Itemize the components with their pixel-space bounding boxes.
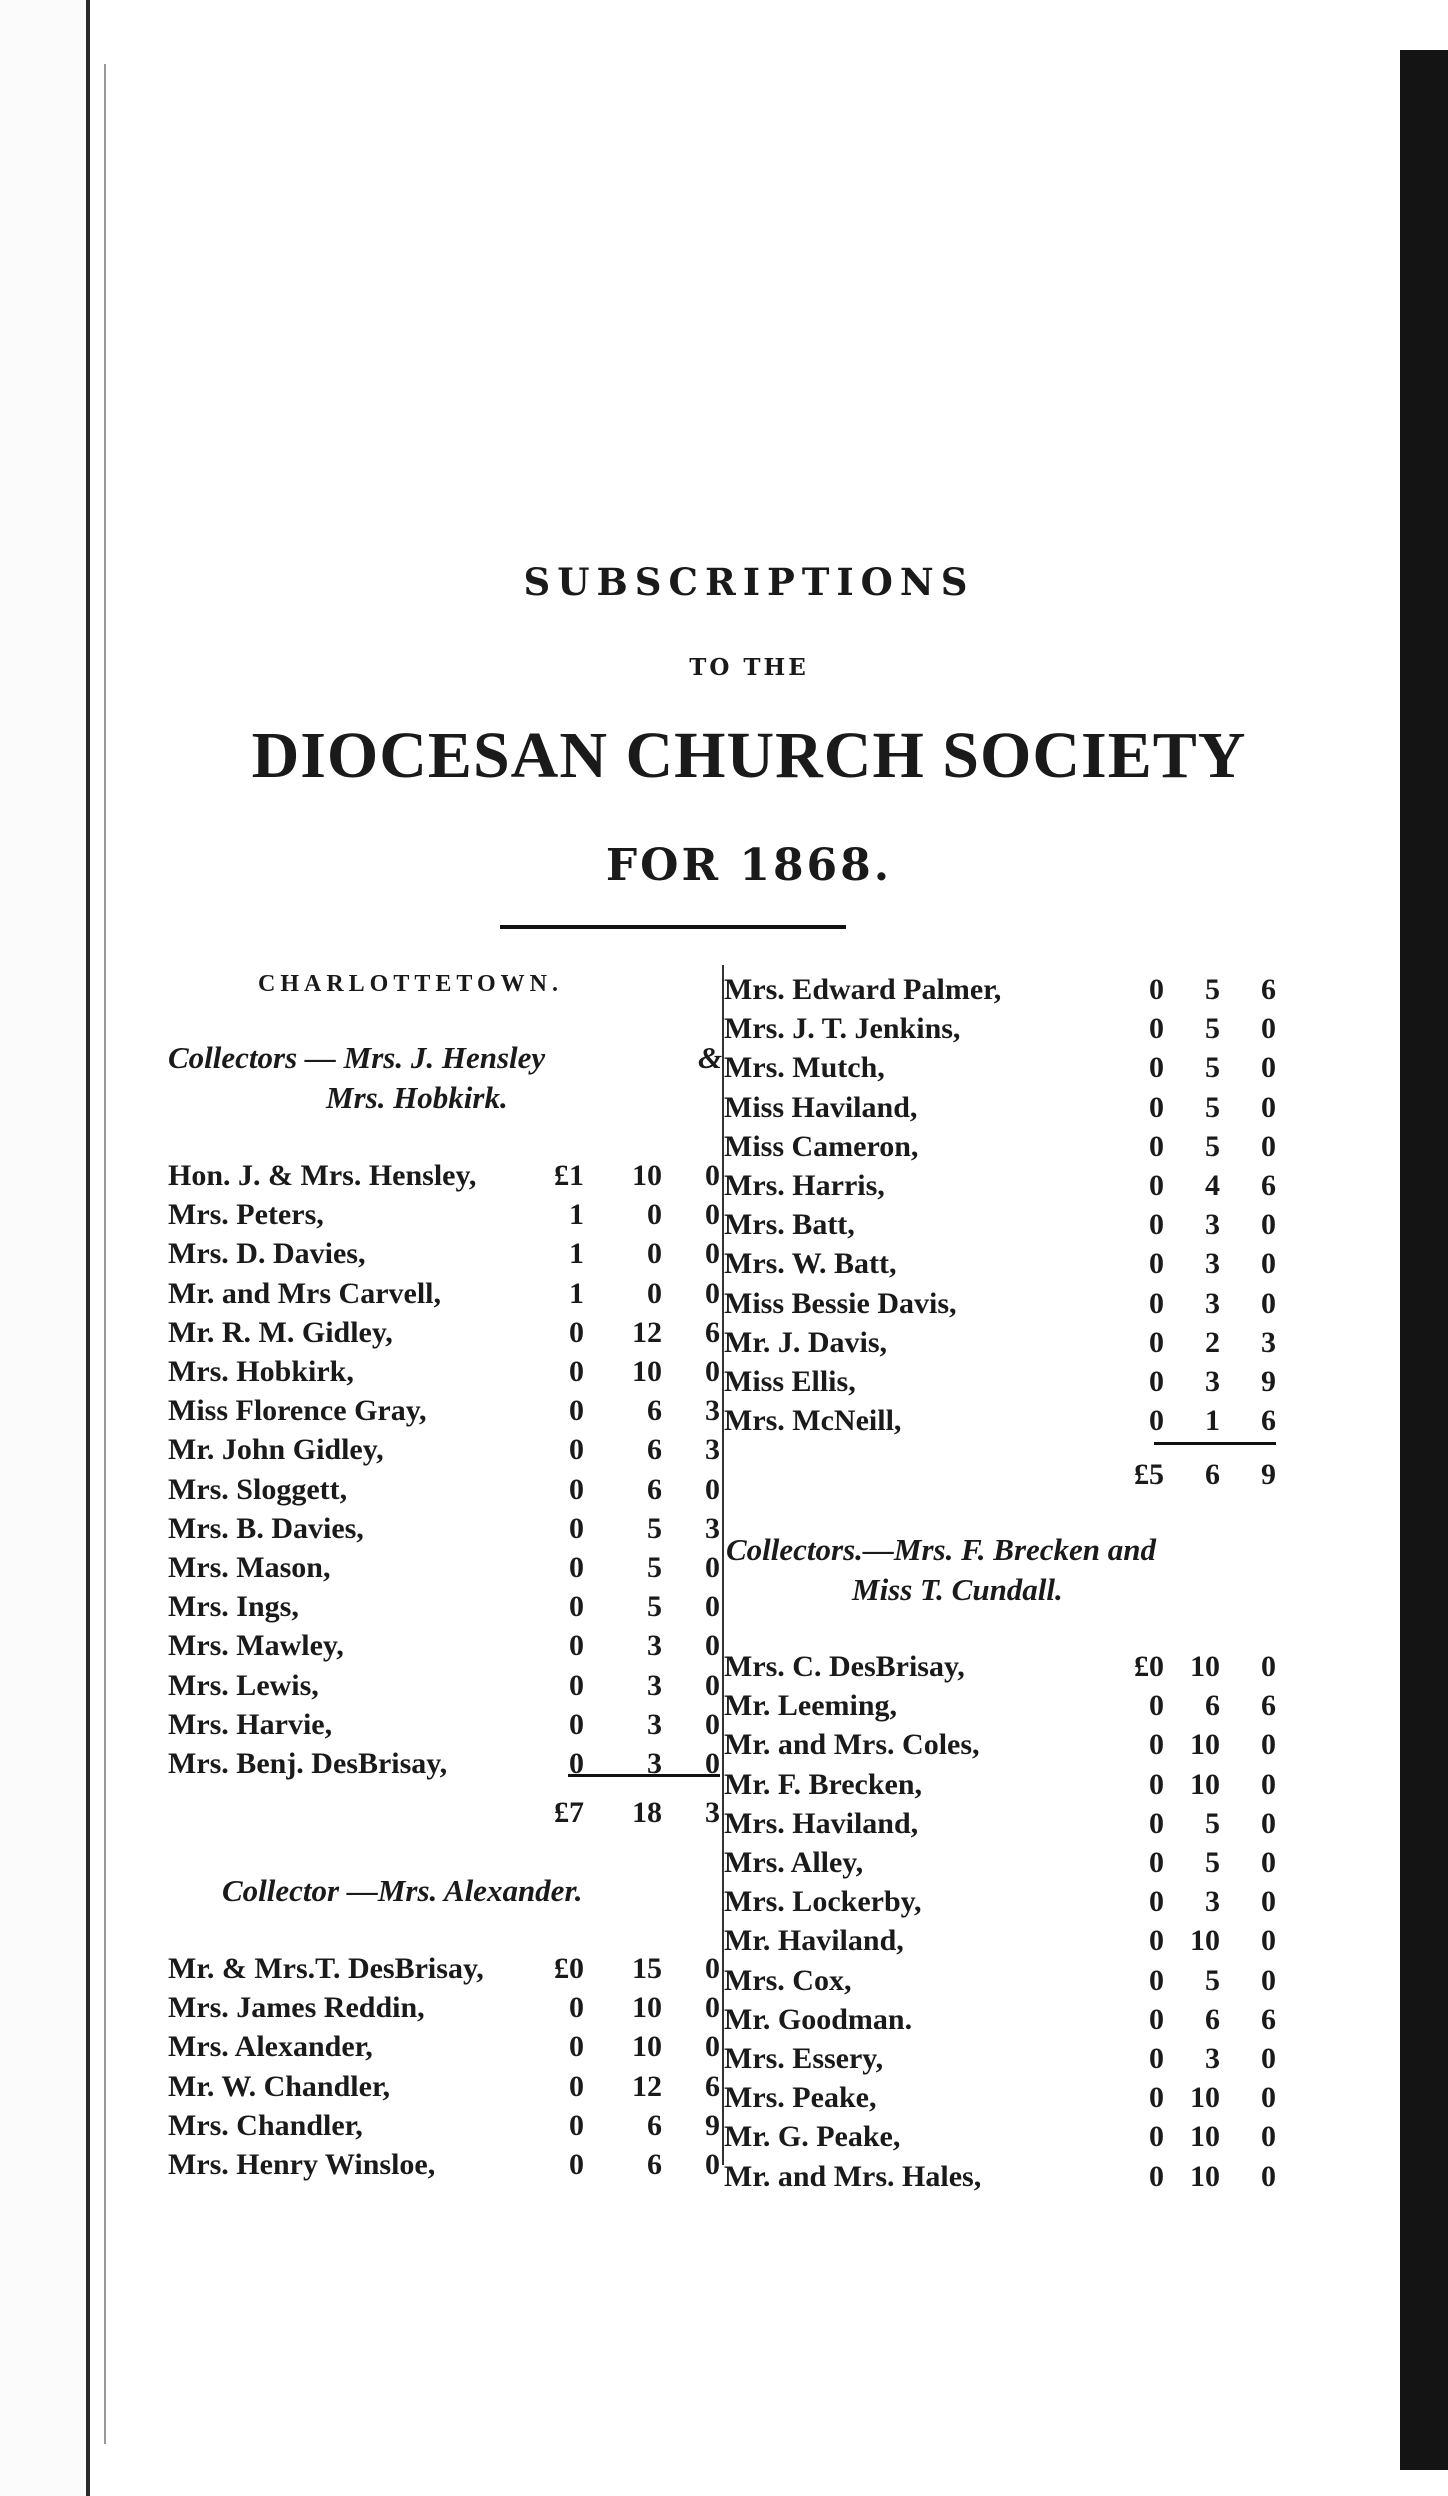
shillings: 3 bbox=[1205, 1208, 1220, 1242]
subscription-row bbox=[724, 1804, 1276, 1844]
pounds: 0 bbox=[1149, 1963, 1164, 1997]
subscriber-name: Mr. W. Chandler, bbox=[168, 2069, 391, 2103]
subscription-row bbox=[168, 1988, 720, 2028]
pounds: 0 bbox=[569, 2108, 584, 2142]
pence: 0 bbox=[1261, 1247, 1276, 1281]
subscription-row bbox=[168, 1156, 720, 1196]
pence: 0 bbox=[705, 1276, 720, 1310]
heading-society: DIOCESAN CHURCH SOCIETY bbox=[251, 719, 1247, 792]
subscription-row bbox=[168, 1430, 720, 1470]
pounds: 0 bbox=[569, 2148, 584, 2181]
pence: 0 bbox=[1261, 1208, 1276, 1242]
subscription-row bbox=[168, 1274, 720, 1314]
shillings: 5 bbox=[1205, 1846, 1220, 1879]
pence: 0 bbox=[705, 1551, 720, 1584]
pounds: 0 bbox=[1149, 1169, 1164, 1202]
total-row-right bbox=[724, 1455, 1276, 1495]
subscriber-name: Mrs. Haviland, bbox=[724, 1806, 919, 1840]
total-pounds: £7 bbox=[554, 1796, 584, 1829]
pence: 0 bbox=[1261, 1767, 1276, 1801]
shillings: 0 bbox=[647, 1237, 662, 1271]
pounds: 0 bbox=[1149, 973, 1164, 1006]
subscription-row bbox=[724, 2157, 1276, 2197]
pounds: 0 bbox=[1149, 1051, 1164, 1085]
shillings: 5 bbox=[647, 1551, 662, 1584]
subscription-row bbox=[724, 1009, 1276, 1049]
pence: 6 bbox=[705, 1315, 720, 1349]
subscriber-name: Mrs. Harvie, bbox=[168, 1707, 333, 1741]
pounds: 0 bbox=[569, 1315, 584, 1349]
subscriber-name: Mrs. Batt, bbox=[724, 1208, 855, 1242]
sum-rule-left bbox=[568, 1774, 720, 1777]
pence: 6 bbox=[1261, 2002, 1276, 2036]
subscriber-name: Mrs. Cox, bbox=[724, 1963, 852, 1997]
pounds: 0 bbox=[569, 1590, 584, 1624]
subscriber-name: Mr. J. Davis, bbox=[724, 1325, 888, 1359]
subscription-row bbox=[168, 1470, 720, 1510]
pounds: 0 bbox=[1149, 1208, 1164, 1242]
subscriber-name: Mr. John Gidley, bbox=[168, 1433, 384, 1467]
pounds: 0 bbox=[1149, 1325, 1164, 1359]
shillings: 10 bbox=[632, 2030, 662, 2064]
pounds: 0 bbox=[1149, 2002, 1164, 2036]
shillings: 10 bbox=[1190, 2120, 1220, 2154]
subscriber-name: Mrs. J. T. Jenkins, bbox=[724, 1012, 961, 1046]
pounds: 0 bbox=[1149, 1286, 1164, 1320]
shillings: 6 bbox=[1205, 1689, 1220, 1723]
pounds: 0 bbox=[1149, 1728, 1164, 1762]
subscription-row bbox=[724, 1362, 1276, 1402]
pence: 0 bbox=[1261, 2042, 1276, 2075]
subscription-row bbox=[724, 1765, 1276, 1805]
shillings: 3 bbox=[1205, 1365, 1220, 1398]
shillings: 2 bbox=[1205, 1325, 1220, 1359]
shillings: 3 bbox=[647, 1668, 662, 1702]
subscription-row bbox=[168, 1391, 720, 1431]
subscription-row bbox=[724, 1401, 1276, 1441]
shillings: 6 bbox=[647, 1472, 662, 1506]
pounds: 0 bbox=[1149, 1012, 1164, 1046]
shillings: 0 bbox=[647, 1198, 662, 1232]
facing-page-edge bbox=[0, 0, 90, 2496]
pence: 0 bbox=[1261, 1885, 1276, 1919]
subscription-row bbox=[168, 2145, 720, 2185]
pence: 6 bbox=[705, 2069, 720, 2103]
shillings: 10 bbox=[1190, 1728, 1220, 1762]
subscriber-name: Mrs. Peake, bbox=[724, 2081, 877, 2115]
pence: 0 bbox=[705, 1237, 720, 1271]
pence: 0 bbox=[1261, 1846, 1276, 1879]
pence: 3 bbox=[705, 1394, 720, 1428]
subscription-row bbox=[724, 1166, 1276, 1206]
shillings: 5 bbox=[1205, 1012, 1220, 1046]
pence: 0 bbox=[705, 1707, 720, 1741]
subscriber-name: Mrs. Essery, bbox=[724, 2042, 884, 2075]
subscriber-name: Miss Bessie Davis, bbox=[724, 1286, 957, 1320]
shillings: 10 bbox=[632, 1991, 662, 2025]
subscription-row bbox=[724, 1686, 1276, 1726]
pence: 0 bbox=[705, 1629, 720, 1663]
subscriber-name: Mrs. Hobkirk, bbox=[168, 1355, 354, 1388]
town-heading: CHARLOTTETOWN. bbox=[258, 971, 563, 997]
shillings: 5 bbox=[1205, 1051, 1220, 1085]
subscriber-name: Mrs. Chandler, bbox=[168, 2108, 363, 2142]
subscriber-name: Miss Cameron, bbox=[724, 1129, 919, 1163]
pence: 0 bbox=[705, 1991, 720, 2025]
pounds: 0 bbox=[569, 1991, 584, 2025]
pounds: 0 bbox=[1149, 1924, 1164, 1958]
subscription-row bbox=[724, 1205, 1276, 1245]
pence: 6 bbox=[1261, 1169, 1276, 1202]
pounds: 0 bbox=[569, 1472, 584, 1506]
heading-to-the: TO THE bbox=[689, 654, 809, 681]
pence: 0 bbox=[705, 2148, 720, 2181]
pounds: 0 bbox=[569, 1355, 584, 1388]
total-row-left bbox=[168, 1793, 720, 1833]
shillings: 10 bbox=[1190, 1650, 1220, 1683]
subscriber-name: Mr. and Mrs. Coles, bbox=[724, 1728, 980, 1762]
right-column bbox=[724, 0, 1276, 2496]
subscriber-name: Mrs. W. Batt, bbox=[724, 1247, 897, 1281]
pence: 0 bbox=[1261, 2120, 1276, 2154]
pounds: 0 bbox=[569, 1551, 584, 1584]
pounds: 0 bbox=[1149, 2042, 1164, 2075]
pounds: 0 bbox=[569, 2069, 584, 2103]
shillings: 5 bbox=[647, 1590, 662, 1624]
pence: 0 bbox=[705, 1198, 720, 1232]
pounds: 0 bbox=[569, 1668, 584, 1702]
subscriber-name: Mr. Goodman. bbox=[724, 2002, 913, 2036]
pence: 6 bbox=[1261, 973, 1276, 1006]
subscription-row bbox=[724, 2000, 1276, 2040]
subscriber-name: Mrs. Alley, bbox=[724, 1846, 864, 1879]
shillings: 10 bbox=[1190, 1924, 1220, 1958]
heading-subscriptions: SUBSCRIPTIONS bbox=[523, 560, 975, 604]
left-column bbox=[168, 0, 723, 2496]
pence: 0 bbox=[1261, 1924, 1276, 1958]
pence: 0 bbox=[705, 1472, 720, 1506]
subscription-row bbox=[724, 1725, 1276, 1765]
subscription-row bbox=[724, 1323, 1276, 1363]
pence: 0 bbox=[1261, 1090, 1276, 1124]
subscriber-name: Hon. J. & Mrs. Hensley, bbox=[168, 1159, 477, 1192]
subscription-row bbox=[724, 2117, 1276, 2157]
pence: 3 bbox=[705, 1511, 720, 1545]
collectors-line-4: Miss T. Cundall. bbox=[852, 1572, 1063, 1607]
collector-line: Collector —Mrs. Alexander. bbox=[222, 1873, 583, 1908]
pounds: 0 bbox=[1149, 1767, 1164, 1801]
pence: 0 bbox=[1261, 1806, 1276, 1840]
shillings: 3 bbox=[1205, 1286, 1220, 1320]
pence: 0 bbox=[705, 1952, 720, 1985]
subscriber-name: Mr. G. Peake, bbox=[724, 2120, 901, 2154]
subscriber-name: Mr. F. Brecken, bbox=[724, 1767, 923, 1801]
subscription-row bbox=[168, 1626, 720, 1666]
collectors-line-2: Mrs. Hobkirk. bbox=[326, 1080, 508, 1115]
pounds: 0 bbox=[569, 1707, 584, 1741]
sum-rule-right bbox=[1154, 1442, 1276, 1445]
pence: 3 bbox=[1261, 1325, 1276, 1359]
shillings: 3 bbox=[647, 1747, 662, 1780]
subscriber-name: Mr. R. M. Gidley, bbox=[168, 1315, 393, 1349]
total-pence: 9 bbox=[1261, 1458, 1276, 1491]
pounds: £1 bbox=[554, 1159, 584, 1192]
subscription-row bbox=[168, 1705, 720, 1745]
subscription-row bbox=[168, 1313, 720, 1353]
subscription-row bbox=[168, 2067, 720, 2107]
total-pence: 3 bbox=[705, 1796, 720, 1829]
subscription-row bbox=[724, 1088, 1276, 1128]
pounds: 0 bbox=[1149, 1404, 1164, 1438]
shillings: 5 bbox=[1205, 1090, 1220, 1124]
shillings: 3 bbox=[1205, 1885, 1220, 1919]
shillings: 6 bbox=[647, 2108, 662, 2142]
pounds: 1 bbox=[569, 1237, 584, 1271]
pence: 0 bbox=[1261, 2159, 1276, 2193]
pounds: £0 bbox=[554, 1952, 584, 1985]
pence: 0 bbox=[705, 1747, 720, 1780]
pence: 9 bbox=[1261, 1365, 1276, 1398]
collectors-line-3: Collectors.—Mrs. F. Brecken and bbox=[726, 1532, 1157, 1567]
shillings: 6 bbox=[647, 2148, 662, 2181]
subscriber-name: Miss Haviland, bbox=[724, 1090, 918, 1124]
subscription-row bbox=[168, 2106, 720, 2146]
pence: 0 bbox=[1261, 1728, 1276, 1762]
pence: 0 bbox=[1261, 2081, 1276, 2115]
pence: 0 bbox=[1261, 1286, 1276, 1320]
subscription-row bbox=[168, 1352, 720, 1392]
subscriber-name: Mrs. Mawley, bbox=[168, 1629, 344, 1663]
shillings: 10 bbox=[1190, 2159, 1220, 2193]
pence: 6 bbox=[1261, 1404, 1276, 1438]
subscription-row bbox=[168, 1195, 720, 1235]
collectors-ampersand: & bbox=[698, 1040, 723, 1075]
pence: 0 bbox=[1261, 1012, 1276, 1046]
subscription-row bbox=[724, 2078, 1276, 2118]
shillings: 3 bbox=[647, 1707, 662, 1741]
subscriber-name: Mrs. Peters, bbox=[168, 1198, 324, 1232]
subscription-row bbox=[168, 1234, 720, 1274]
subscriber-name: Mrs. Harris, bbox=[724, 1169, 885, 1202]
shillings: 5 bbox=[1205, 1806, 1220, 1840]
subscriber-name: Mrs. Mason, bbox=[168, 1551, 331, 1584]
shillings: 12 bbox=[632, 2069, 662, 2103]
pounds: 0 bbox=[1149, 1689, 1164, 1723]
subscription-row bbox=[168, 1744, 720, 1784]
subscriber-name: Mrs. Ings, bbox=[168, 1590, 299, 1624]
pence: 0 bbox=[1261, 1129, 1276, 1163]
subscription-row bbox=[724, 1284, 1276, 1324]
pence: 0 bbox=[1261, 1051, 1276, 1085]
subscription-row bbox=[724, 1961, 1276, 2001]
pounds: 0 bbox=[1149, 1365, 1164, 1398]
pence: 0 bbox=[1261, 1963, 1276, 1997]
shillings: 1 bbox=[1205, 1404, 1220, 1438]
shillings: 6 bbox=[647, 1433, 662, 1467]
shillings: 4 bbox=[1205, 1169, 1220, 1202]
pence: 0 bbox=[705, 1590, 720, 1624]
total-pounds: £5 bbox=[1134, 1458, 1164, 1491]
subscriber-name: Mr. Haviland, bbox=[724, 1924, 904, 1958]
pounds: 0 bbox=[569, 1511, 584, 1545]
subscriber-name: Mrs. C. DesBrisay, bbox=[724, 1650, 965, 1683]
shillings: 10 bbox=[1190, 1767, 1220, 1801]
subscriber-name: Mrs. Benj. DesBrisay, bbox=[168, 1747, 448, 1780]
subscriber-name: Mr. Leeming, bbox=[724, 1689, 898, 1723]
pounds: 0 bbox=[1149, 2120, 1164, 2154]
pence: 0 bbox=[1261, 1650, 1276, 1683]
subscriber-name: Miss Ellis, bbox=[724, 1365, 856, 1398]
subscriber-name: Mrs. Alexander, bbox=[168, 2030, 373, 2064]
subscription-row bbox=[724, 1647, 1276, 1687]
pounds: 1 bbox=[569, 1198, 584, 1232]
shillings: 3 bbox=[1205, 2042, 1220, 2075]
subscription-row bbox=[724, 1127, 1276, 1167]
total-shillings: 18 bbox=[632, 1796, 662, 1829]
pounds: 0 bbox=[1149, 1846, 1164, 1879]
pounds: 0 bbox=[1149, 1247, 1164, 1281]
shillings: 5 bbox=[1205, 1963, 1220, 1997]
pence: 9 bbox=[705, 2108, 720, 2142]
collectors-line-1: Collectors — Mrs. J. Hensley bbox=[168, 1040, 546, 1075]
subscriber-name: Mrs. Lewis, bbox=[168, 1668, 319, 1702]
subscriber-name: Mrs. Henry Winsloe, bbox=[168, 2148, 436, 2181]
shillings: 0 bbox=[647, 1276, 662, 1310]
shillings: 3 bbox=[647, 1629, 662, 1663]
subscriber-name: Mrs. Mutch, bbox=[724, 1051, 885, 1085]
subscription-row bbox=[168, 1666, 720, 1706]
pounds: 0 bbox=[1149, 1090, 1164, 1124]
shillings: 10 bbox=[632, 1159, 662, 1192]
heading-year: FOR 1868. bbox=[605, 840, 893, 891]
subscription-row bbox=[724, 1244, 1276, 1284]
pounds: 0 bbox=[569, 1433, 584, 1467]
shillings: 5 bbox=[1205, 1129, 1220, 1163]
subscription-row bbox=[724, 1048, 1276, 1088]
subscription-row bbox=[168, 2027, 720, 2067]
subscription-row bbox=[168, 1949, 720, 1989]
pounds: 0 bbox=[1149, 1129, 1164, 1163]
subscription-row bbox=[168, 1548, 720, 1588]
pence: 0 bbox=[705, 1355, 720, 1388]
pounds: 0 bbox=[569, 1394, 584, 1428]
total-shillings: 6 bbox=[1205, 1458, 1220, 1491]
shillings: 6 bbox=[1205, 2002, 1220, 2036]
subscription-row bbox=[168, 1509, 720, 1549]
subscription-row bbox=[724, 1882, 1276, 1922]
pounds: 0 bbox=[1149, 1806, 1164, 1840]
pounds: £0 bbox=[1134, 1650, 1164, 1683]
shillings: 15 bbox=[632, 1952, 662, 1985]
shillings: 3 bbox=[1205, 1247, 1220, 1281]
subscriber-name: Mr. and Mrs Carvell, bbox=[168, 1276, 442, 1310]
pounds: 0 bbox=[569, 2030, 584, 2064]
subscriber-name: Mrs. B. Davies, bbox=[168, 1511, 364, 1545]
subscription-row bbox=[724, 970, 1276, 1010]
shillings: 10 bbox=[632, 1355, 662, 1388]
pounds: 0 bbox=[1149, 2081, 1164, 2115]
pence: 3 bbox=[705, 1433, 720, 1467]
subscriber-name: Mrs. James Reddin, bbox=[168, 1991, 425, 2025]
shillings: 12 bbox=[632, 1315, 662, 1349]
pence: 0 bbox=[705, 2030, 720, 2064]
pence: 6 bbox=[1261, 1689, 1276, 1723]
subscription-row bbox=[168, 1587, 720, 1627]
shillings: 10 bbox=[1190, 2081, 1220, 2115]
pounds: 0 bbox=[569, 1747, 584, 1780]
pounds: 0 bbox=[1149, 1885, 1164, 1919]
subscriber-name: Miss Florence Gray, bbox=[168, 1394, 427, 1428]
subscriber-name: Mrs. D. Davies, bbox=[168, 1237, 366, 1271]
subscriber-name: Mrs. Lockerby, bbox=[724, 1885, 922, 1919]
shillings: 5 bbox=[647, 1511, 662, 1545]
subscription-row bbox=[724, 1921, 1276, 1961]
shillings: 6 bbox=[647, 1394, 662, 1428]
subscription-row bbox=[724, 2039, 1276, 2079]
subscription-row bbox=[724, 1843, 1276, 1883]
subscriber-name: Mrs. McNeill, bbox=[724, 1404, 902, 1438]
shillings: 5 bbox=[1205, 973, 1220, 1006]
subscriber-name: Mr. & Mrs.T. DesBrisay, bbox=[168, 1952, 484, 1985]
pounds: 0 bbox=[1149, 2159, 1164, 2193]
pence: 0 bbox=[705, 1668, 720, 1702]
pence: 0 bbox=[705, 1159, 720, 1192]
pounds: 1 bbox=[569, 1276, 584, 1310]
subscriber-name: Mr. and Mrs. Hales, bbox=[724, 2159, 982, 2193]
subscriber-name: Mrs. Edward Palmer, bbox=[724, 973, 1002, 1006]
pounds: 0 bbox=[569, 1629, 584, 1663]
book-binding-edge bbox=[1400, 50, 1448, 2470]
subscriber-name: Mrs. Sloggett, bbox=[168, 1472, 348, 1506]
